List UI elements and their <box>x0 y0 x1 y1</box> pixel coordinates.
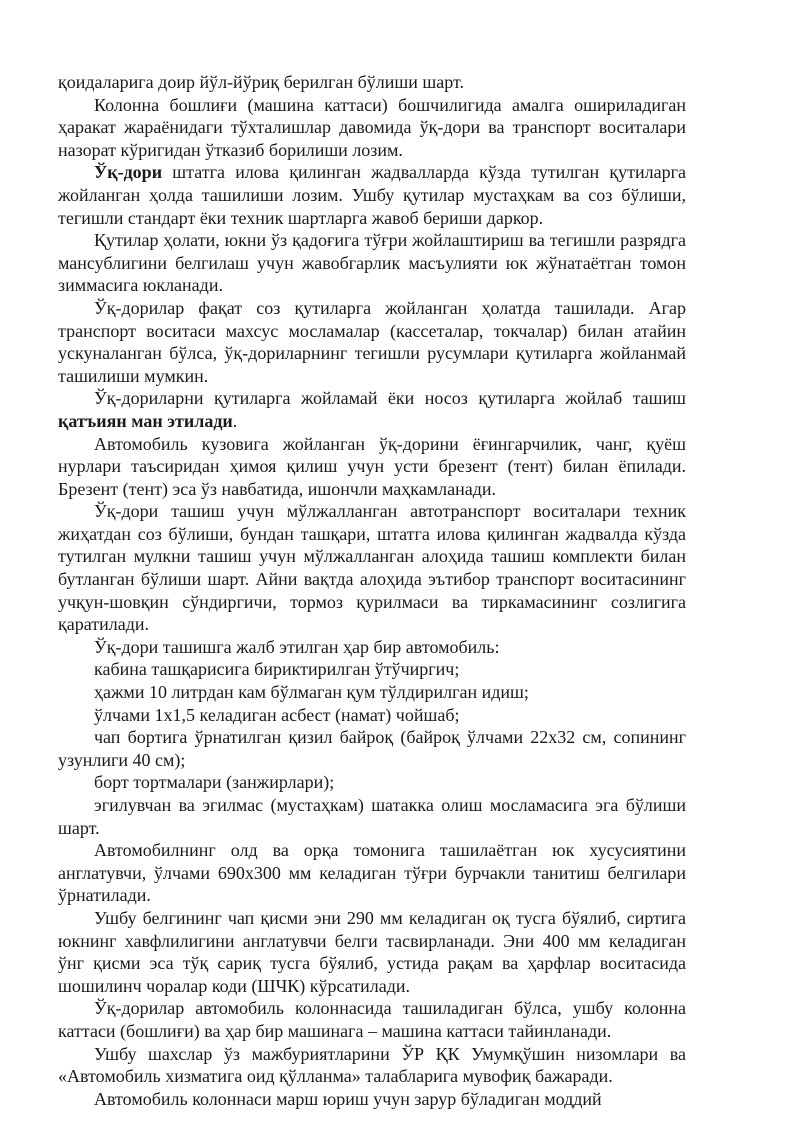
paragraph: Ўқ-дорилар автомобиль колоннасида ташиладиган бўлса, ушбу колонна каттаси (бошлиғи) ва ҳар бир машинага – машина каттаси тайинланади. <box>58 998 686 1041</box>
paragraph: Қутилар ҳолати, юкни ўз қадоғига тўғри жойлаштириш ва тегишли разрядга мансублигини белгилаш учун жавобгарлик масъулияти юк жўнатаётган томон зиммасига юкланади. <box>58 230 686 296</box>
paragraph: Колонна бошлиғи (машина каттаси) бошчилигида амалга ошириладиган ҳаракат жараёнидаги тўхталишлар давомида ўқ-дори ва транспорт воситалари назорат кўригидан ўтказиб борилиши лозим. <box>58 94 686 160</box>
list-item: борт тортмалари (занжирлари); <box>94 772 335 793</box>
list-item: кабина ташқарисига бириктирилган ўтўчиргич; <box>94 659 460 680</box>
paragraph <box>58 387 686 432</box>
bold-term: Ўқ-дори <box>94 162 163 183</box>
paragraph: Ушбу белгининг чап қисми эни 290 мм келадиган оқ тусга бўялиб, сиртига юкнинг хавфлилигини англатувчи белги тасвирланади. Эни 400 мм келадиган ўнг қисми эса тўқ сариқ тусга бўялиб, устида рақам ва ҳарфлар воситасида шошилинч чоралар коди (ШЧК) кўрсатилади. <box>58 907 686 996</box>
paragraph: Автомобиль колоннаси марш юриш учун зарур бўладиган моддий <box>94 1088 602 1109</box>
bold-phrase: қатъиян ман этилади <box>58 410 233 431</box>
document-page <box>58 71 686 1110</box>
list-item: чап бортига ўрнатилган қизил байроқ (байроқ ўлчами 22х32 см, сопининг узунлиги 40 см); <box>58 727 686 770</box>
paragraph: Ўқ-дори ташишга жалб этилган ҳар бир автомобиль: <box>94 636 500 657</box>
list-item: эгилувчан ва эгилмас (мустаҳкам) шатакка олиш мосламасига эга бўлиши шарт. <box>58 795 686 838</box>
paragraph: қоидаларига доир йўл-йўриқ берилган бўлиши шарт. <box>58 72 464 92</box>
paragraph: Автомобилнинг олд ва орқа томонига ташилаётган юк хусусиятини англатувчи, ўлчами 690х300 мм келадиган тўғри бурчакли танитиш белгилари ўрнатилади. <box>58 840 686 906</box>
list-item: ҳажми 10 литрдан кам бўлмаган қум тўлдирилган идиш; <box>94 682 529 703</box>
list-item: ўлчами 1х1,5 келадиган асбест (намат) чойшаб; <box>94 704 460 725</box>
paragraph-text: Ўқ-дориларни қутиларга жойламай ёки носоз қутиларга жойлаб ташиш <box>94 388 686 409</box>
paragraph: Автомобиль кузовига жойланган ўқ-дорини ёғингарчилик, чанг, қуёш нурлари таъсиридан ҳимоя қилиш учун усти брезент (тент) билан ёпилади. Брезент (тент) эса ўз навбатида, ишончли маҳкамланади. <box>58 433 686 499</box>
paragraph <box>58 161 686 229</box>
paragraph: Ўқ-дори ташиш учун мўлжалланган автотранспорт воситалари техник жиҳатдан соз бўлиши, бундан ташқари, штатга илова қилинган жадвалда кўзда тутилган мулкни ташиш учун мўлжалланган алоҳида ташиш комплекти билан бутланган бўлиши шарт. Айни вақтда алоҳида эътибор транспорт воситасининг учқун-шовқин сўндиргичи, тормоз қурилмаси ва тиркамасининг созлигига қаратилади. <box>58 501 686 635</box>
paragraph-tail: . <box>232 410 238 431</box>
paragraph: Ушбу шахслар ўз мажбуриятларини ЎР ҚК Умумқўшин низомлари ва «Автомобиль хизматига оид қўлланма» талабларига мувофиқ бажаради. <box>58 1043 686 1087</box>
paragraph: Ўқ-дорилар фақат соз қутиларга жойланган ҳолатда ташилади. Агар транспорт воситаси махсус мосламалар (кассеталар, токчалар) билан атайин ускуналанган бўлса, ўқ-дориларнинг тегишли русумлари қутиларга жойланмай ташилиши мумкин. <box>58 297 686 386</box>
paragraph-text: штатга илова қилинган жадвалларда кўзда тутилган қутиларга жойланган ҳолда ташилиши лозим. Ушбу қутилар мустаҳкам ва соз бўлиши, тегишли стандарт ёки техник шартларга жавоб бериши даркор. <box>58 162 686 228</box>
